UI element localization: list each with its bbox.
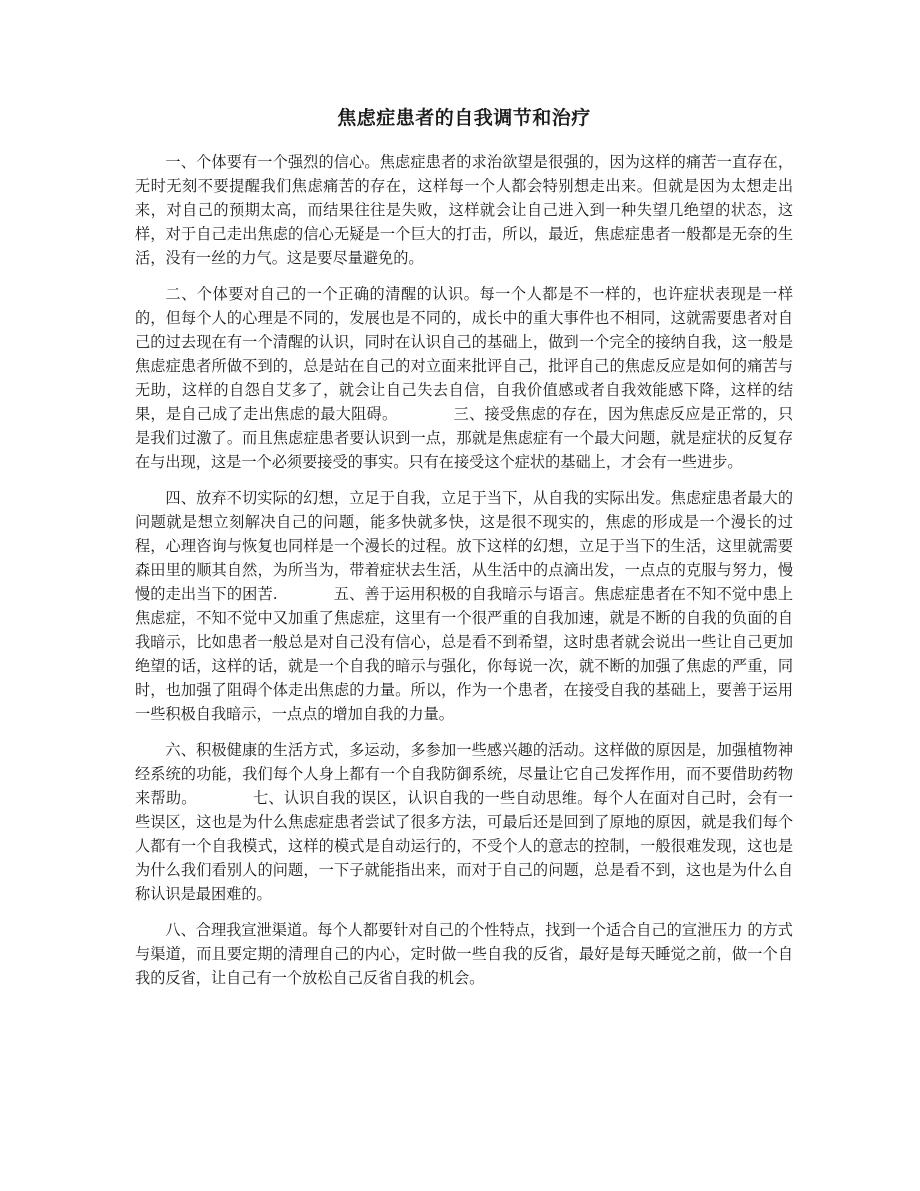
paragraph-2-text: 二、个体要对自己的一个正确的清醒的认识。每一个人都是不一样的，也许症状表现是一样的，但每个人的心理是不同的，发展也是不同的，成长中的重大事件也不相同，这就需要患者对自己的过去现在有一个清醒的认识，同时在认识自己的基础上，做到一个完全的接纳自我，这一般是焦虑症患者所做不到的，总是站在自己的对立面来批评自己，批评自己的焦虑反应是如何的痛苦与无助，这样的自怨自艾多了，就会让自己失去自信，自我价值感或者自我效能感下降，这样的结果，是自己成了走出焦虑的最大阻碍。 [135, 285, 793, 423]
paragraph-2 [135, 282, 793, 474]
paragraph-6 [135, 738, 793, 906]
document-title: 焦虑症患者的自我调节和治疗 [337, 107, 591, 129]
paragraph-8-text: 八、合理我宣泄渠道。每个人都要针对自己的个性特点，找到一个适合自己的宣泄压力 的方式与渠道，而且要定期的清理自己的内心，定时做一些自我的反省，最好是每天睡觉之前，做一个自我的反省，让自己有一个放松自己反省自我的机会。 [135, 921, 793, 987]
paragraph-4 [135, 486, 793, 726]
paragraph-3-text: 三、接受焦虑的存在，因为焦虑反应是正常的，只是我们过激了。而且焦虑症患者要认识到一点，那就是焦虑症有一个最大问题，就是症状的反复存在与出现，这是一个必须要接受的事实。只有在接受这个症状的基础上，才会有一些进步。 [135, 405, 794, 471]
paragraph-4-text: 四、放弃不切实际的幻想，立足于自我，立足于当下，从自我的实际出发。焦虑症患者最大的问题就是想立刻解决自己的问题，能多快就多快，这是很不现实的，焦虑的形成是一个漫长的过程，心理咨询与恢复也同样是一个漫长的过程。放下这样的幻想，立足于当下的生活，这里就需要森田里的顺其自然，为所当为，带着症状去生活，从生活中的点滴出发，一点点的克服与努力，慢慢的走出当下的困苦. [135, 489, 793, 603]
paragraph-1-text: 一、个体要有一个强烈的信心。焦虑症患者的求治欲望是很强的，因为这样的痛苦一直存在，无时无刻不要提醒我们焦虑痛苦的存在，这样每一个人都会特别想走出来。但就是因为太想走出来，对自己的预期太高，而结果往往是失败，这样就会让自己进入到一种失望几绝望的状态，这样，对于自己走出焦虑的信心无疑是一个巨大的打击，所以，最近，焦虑症患者一般都是无奈的生活，没有一丝的力气。这是要尽量避免的。 [135, 153, 793, 267]
paragraph-8 [135, 918, 793, 990]
paragraph-6-text: 六、积极健康的生活方式，多运动，多参加一些感兴趣的活动。这样做的原因是，加强植物神经系统的功能，我们每个人身上都有一个自我防御系统，尽量让它自己发挥作用，而不要借助药物来帮助。 [135, 741, 793, 807]
paragraph-5-text: 五、善于运用积极的自我暗示与语言。焦虑症患者在不知不觉中患上焦虑症，不知不觉中又加重了焦虑症，这里有一个很严重的自我加速，就是不断的自我的负面的自我暗示，比如患者一般总是对自己没有信心，总是看不到希望，这时患者就会说出一些让自己更加绝望的话，这样的话，就是一个自我的暗示与强化，你每说一次，就不断的加强了焦虑的严重，同时，也加强了阻碍个体走出焦虑的力量。所以，作为一个患者，在接受自我的基础上，要善于运用一些积极自我暗示，一点点的增加自我的力量。 [135, 585, 794, 723]
document-page [135, 104, 793, 1002]
paragraph-7-text: 七、认识自我的误区，认识自我的一些自动思维。每个人在面对自己时，会有一些误区，这也是为什么焦虑症患者尝试了很多方法，可最后还是回到了原地的原因，就是我们每个人都有一个自我模式，这样的模式是自动运行的，不受个人的意志的控制，一般很难发现，这也是为什么我们看别人的问题，一下子就能指出来，而对于自己的问题，总是看不到，这也是为什么自称认识是最困难的。 [135, 789, 794, 903]
paragraph-1 [135, 150, 793, 270]
